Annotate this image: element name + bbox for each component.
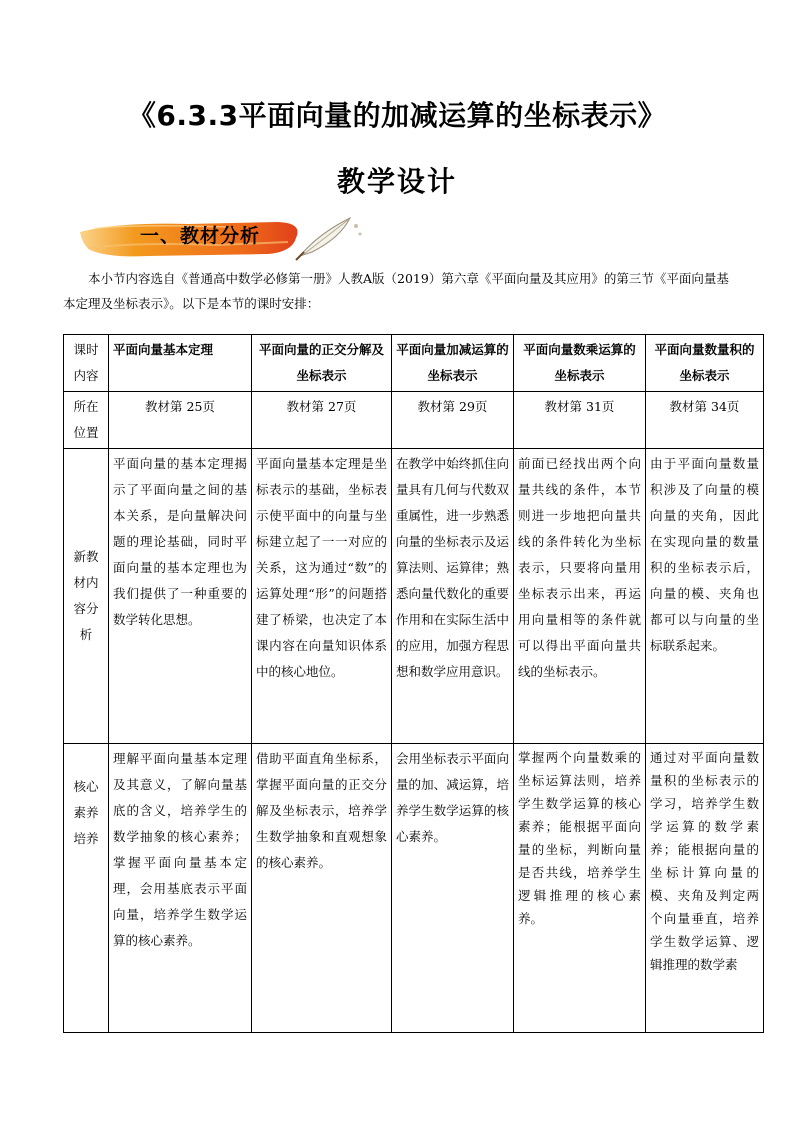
section-heading: 一、教材分析 [140, 225, 261, 247]
row-header-literacy: 核心素养培养 [64, 744, 109, 1033]
analysis-cell: 在教学中始终抓住向量具有几何与代数双重属性，进一步熟悉向量的坐标表示及运算法则、运算律；熟悉向量代数化的重要作用和在实际生活中的应用，加强方程思想和数学应用意识。 [392, 449, 514, 744]
quill-pen-icon [296, 218, 362, 260]
analysis-cell: 前面已经找出两个向量共线的条件，本节则进一步地把向量共线的条件转化为坐标表示，只要将向量用坐标表示出来，再运用向量相等的条件就可以得出平面向量共线的坐标表示。 [514, 449, 646, 744]
section-banner [78, 212, 368, 264]
analysis-cell: 平面向量的基本定理揭示了平面向量之间的基本关系，是向量解决问题的理论基础，同时平面向量的基本定理也为我们提供了一种重要的数学转化思想。 [109, 449, 252, 744]
row-header-location: 所在位置 [64, 392, 109, 449]
literacy-cell: 理解平面向量基本定理及其意义，了解向量基底的含义，培养学生的数学抽象的核心素养；掌握平面向量基本定理，会用基底表示平面向量，培养学生数学运算的核心素养。 [109, 744, 252, 1033]
page-cell: 教材第 27页 [252, 392, 392, 449]
analysis-cell: 平面向量基本定理是坐标表示的基础，坐标表示使平面中的向量与坐标建立起了一一对应的关系，这为通过“数”的运算处理“形”的问题搭建了桥梁，也决定了本课内容在向量知识体系中的核心地位。 [252, 449, 392, 744]
literacy-cell: 通过对平面向量数量积的坐标表示的学习，培养学生数学运算的数学素养；能根据向量的坐标计算向量的模、夹角及判定两个向量垂直，培养学生数学运算、逻辑推理的数学素 [646, 744, 764, 1033]
page-cell: 教材第 34页 [646, 392, 764, 449]
column-header: 平面向量基本定理 [109, 335, 252, 392]
lesson-schedule-table [63, 334, 764, 1033]
column-header: 平面向量数量积的坐标表示 [646, 335, 764, 392]
literacy-cell: 掌握两个向量数乘的坐标运算法则，培养学生数学运算的核心素养；能根据平面向量的坐标，判断向量是否共线，培养学生逻辑推理的核心素养。 [514, 744, 646, 1033]
page-cell: 教材第 29页 [392, 392, 514, 449]
literacy-cell: 借助平面直角坐标系，掌握平面向量的正交分解及坐标表示，培养学生数学抽象和直观想象的核心素养。 [252, 744, 392, 1033]
column-header: 平面向量的正交分解及坐标表示 [252, 335, 392, 392]
row-header-analysis: 新教材内容分析 [64, 449, 109, 744]
document-subtitle: 教学设计 [336, 165, 457, 198]
intro-paragraph: 本小节内容选自《普通高中数学必修第一册》人教A版（2019）第六章《平面向量及其应用》的第三节《平面向量基本定理及坐标表示》。以下是本节的课时安排： [63, 271, 729, 311]
table-row-literacy [64, 744, 764, 1033]
column-header: 平面向量加减运算的坐标表示 [392, 335, 514, 392]
literacy-cell: 会用坐标表示平面向量的加、减运算，培养学生数学运算的核心素养。 [392, 744, 514, 1033]
page-cell: 教材第 31页 [514, 392, 646, 449]
page-cell: 教材第 25页 [109, 392, 252, 449]
table-row-location [64, 392, 764, 449]
document-title: 《6.3.3平面向量的加减运算的坐标表示》 [127, 99, 667, 132]
table-header-row [64, 335, 764, 392]
column-header: 平面向量数乘运算的坐标表示 [514, 335, 646, 392]
analysis-cell: 由于平面向量数量积涉及了向量的模向量的夹角，因此在实现向量的数量积的坐标表示后，向量的模、夹角也都可以与向量的坐标联系起来。 [646, 449, 764, 744]
row-header-lesson: 课时内容 [64, 335, 109, 392]
table-row-analysis [64, 449, 764, 744]
